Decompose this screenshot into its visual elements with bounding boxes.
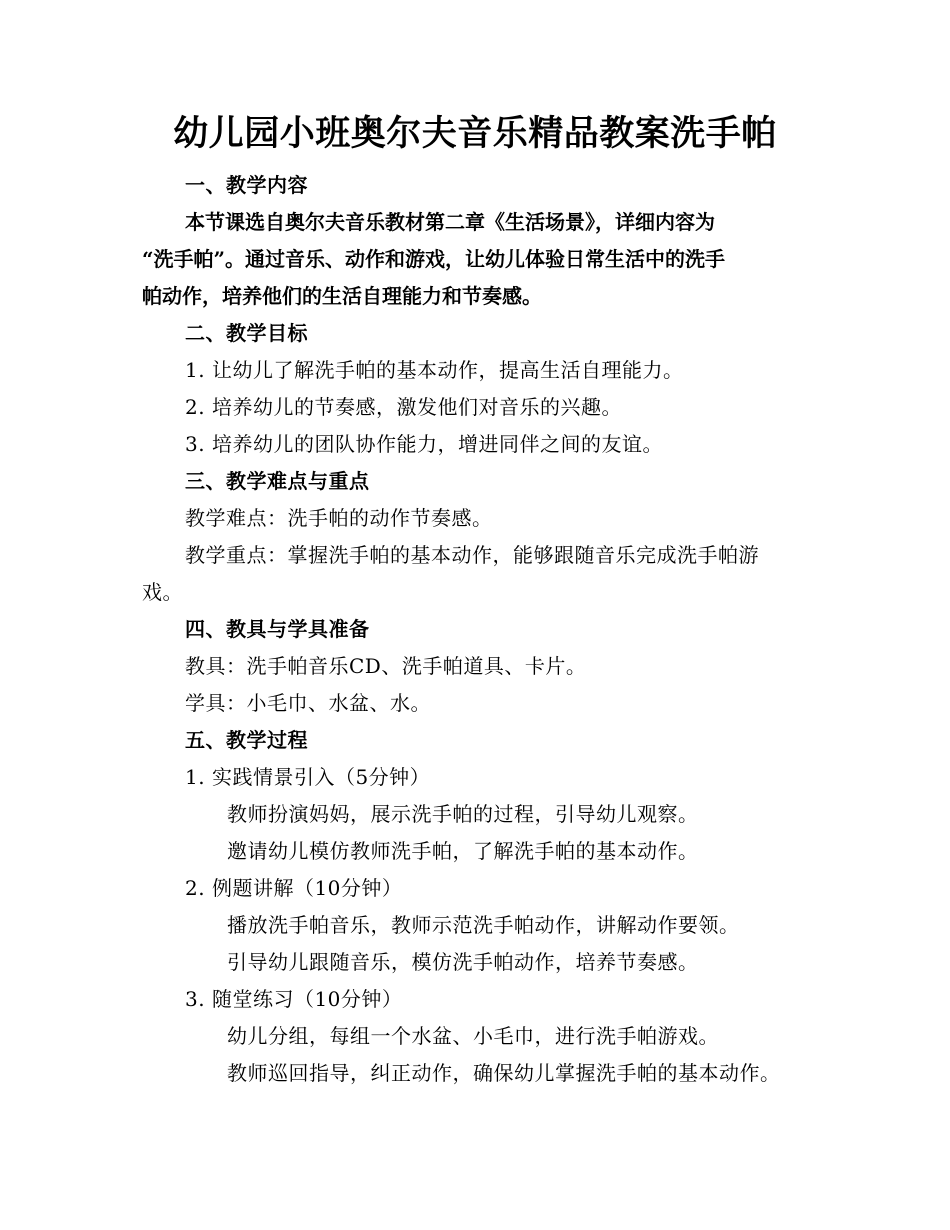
list-item: 2. 例题讲解（10分钟） (185, 876, 403, 900)
list-item: 3. 随堂练习（10分钟） (185, 987, 403, 1011)
paragraph-line: 戏。 (142, 580, 183, 604)
list-subitem: 播放洗手帕音乐，教师示范洗手帕动作，讲解动作要领。 (227, 913, 740, 937)
list-item: 2. 培养幼儿的节奏感，激发他们对音乐的兴趣。 (185, 395, 622, 419)
list-subitem: 教师扮演妈妈，展示洗手帕的过程，引导幼儿观察。 (227, 802, 699, 826)
section-heading: 一、教学内容 (185, 173, 308, 197)
paragraph-line: 教学重点：掌握洗手帕的基本动作，能够跟随音乐完成洗手帕游 (185, 543, 759, 567)
paragraph-line: “洗手帕”。通过音乐、动作和游戏，让幼儿体验日常生活中的洗手 (142, 247, 726, 271)
list-item: 3. 培养幼儿的团队协作能力，增进同伴之间的友谊。 (185, 432, 663, 456)
paragraph-line: 本节课选自奥尔夫音乐教材第二章《生活场景》，详细内容为 (185, 210, 715, 234)
list-subitem: 教师巡回指导，纠正动作，确保幼儿掌握洗手帕的基本动作。 (227, 1061, 781, 1085)
section-heading: 五、教学过程 (185, 728, 308, 752)
list-item: 1. 实践情景引入（5分钟） (185, 765, 431, 789)
section-heading: 二、教学目标 (185, 321, 308, 345)
list-subitem: 邀请幼儿模仿教师洗手帕，了解洗手帕的基本动作。 (227, 839, 699, 863)
list-item: 1. 让幼儿了解洗手帕的基本动作，提高生活自理能力。 (185, 358, 684, 382)
paragraph-line: 学具：小毛巾、水盆、水。 (185, 691, 431, 715)
paragraph-line: 教具：洗手帕音乐CD、洗手帕道具、卡片。 (185, 654, 587, 678)
section-heading: 三、教学难点与重点 (185, 469, 370, 493)
paragraph-line: 帕动作，培养他们的生活自理能力和节奏感。 (142, 284, 542, 308)
document-title: 幼儿园小班奥尔夫音乐精品教案洗手帕 (173, 113, 777, 154)
section-heading: 四、教具与学具准备 (185, 617, 370, 641)
list-subitem: 引导幼儿跟随音乐，模仿洗手帕动作，培养节奏感。 (227, 950, 699, 974)
list-subitem: 幼儿分组，每组一个水盆、小毛巾，进行洗手帕游戏。 (227, 1024, 719, 1048)
paragraph-line: 教学难点：洗手帕的动作节奏感。 (185, 506, 493, 530)
